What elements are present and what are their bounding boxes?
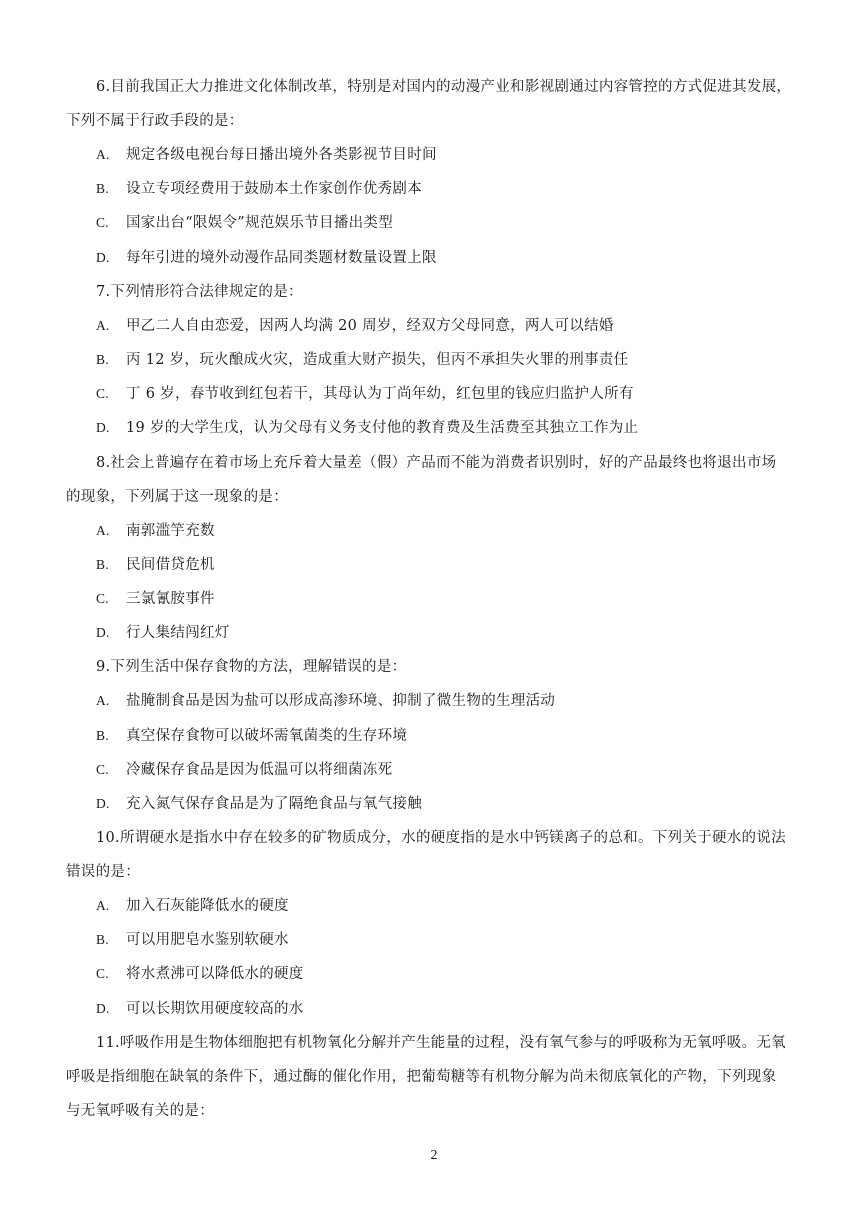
question-stem-line	[66, 480, 818, 514]
question-stem-text: 6.目前我国正大力推进文化体制改革，特别是对国内的动漫产业和影视剧通过内容管控的方式促进其发展，	[96, 79, 792, 95]
question-stem-text: 错误的是：	[66, 864, 140, 880]
answer-option	[66, 206, 818, 240]
option-letter: C.	[96, 761, 109, 777]
page-number: 2	[430, 1148, 438, 1163]
answer-option	[66, 582, 818, 616]
answer-option	[66, 684, 818, 718]
option-letter: C.	[96, 966, 109, 982]
option-letter: A.	[96, 147, 110, 163]
answer-option	[66, 992, 818, 1026]
answer-option	[66, 343, 818, 377]
question-stem-line	[66, 1026, 818, 1060]
question-list	[66, 70, 818, 1128]
option-letter: D.	[96, 249, 110, 265]
answer-option	[66, 514, 818, 548]
option-letter: A.	[96, 317, 110, 333]
option-letter: D.	[96, 795, 110, 811]
question-stem-line	[66, 104, 818, 138]
option-text: 加入石灰能降低水的硬度	[126, 898, 289, 915]
question-stem-line	[66, 275, 818, 309]
option-text: 三氯氰胺事件	[126, 590, 215, 607]
option-text: 19 岁的大学生戊，认为父母有义务支付他的教育费及生活费至其独立工作为止	[126, 420, 639, 437]
question-stem-text: 呼吸是指细胞在缺氧的条件下，通过酶的催化作用，把葡萄糖等有机物分解为尚未彻底氧化的产物，下列现象	[66, 1068, 777, 1085]
question-stem-text: 与无氧呼吸有关的是：	[66, 1102, 214, 1119]
question-block	[66, 275, 818, 446]
question-stem-line	[66, 70, 818, 104]
option-text: 将水煮沸可以降低水的硬度	[126, 966, 304, 983]
question-stem-text: 10.所谓硬水是指水中存在较多的矿物质成分，水的硬度指的是水中钙镁离子的总和。下列关于硬水的说法	[96, 830, 786, 846]
answer-option	[66, 309, 818, 343]
answer-option	[66, 548, 818, 582]
option-letter: D.	[96, 420, 110, 436]
question-block	[66, 446, 818, 651]
option-text: 每年引进的境外动漫作品同类题材数量设置上限	[126, 249, 437, 266]
option-letter: B.	[96, 352, 109, 368]
answer-option	[66, 889, 818, 923]
question-stem-line	[66, 855, 818, 889]
answer-option	[66, 718, 818, 752]
option-text: 冷藏保存食品是因为低温可以将细菌冻死	[126, 761, 393, 778]
option-text: 设立专项经费用于鼓励本土作家创作优秀剧本	[126, 181, 422, 198]
question-stem-line	[66, 1094, 818, 1128]
question-stem-text: 的现象，下列属于这一现象的是：	[66, 488, 288, 505]
answer-option	[66, 172, 818, 206]
option-text: 盐腌制食品是因为盐可以形成高渗环境、抑制了微生物的生理活动	[126, 693, 556, 710]
answer-option	[66, 957, 818, 991]
option-text: 规定各级电视台每日播出境外各类影视节目时间	[126, 147, 437, 164]
option-text: 丙 12 岁，玩火酿成火灾，造成重大财产损失，但丙不承担失火罪的刑事责任	[126, 352, 629, 369]
option-text: 可以长期饮用硬度较高的水	[126, 1000, 304, 1017]
option-letter: C.	[96, 386, 109, 402]
option-letter: D.	[96, 625, 110, 641]
answer-option	[66, 753, 818, 787]
answer-option	[66, 787, 818, 821]
question-stem-text: 9.下列生活中保存食物的方法，理解错误的是：	[96, 659, 407, 676]
answer-option	[66, 241, 818, 275]
question-stem-line	[66, 446, 818, 480]
option-letter: B.	[96, 727, 109, 743]
question-stem-text: 下列不属于行政手段的是：	[66, 113, 244, 129]
option-text: 可以用肥皂水鉴别软硬水	[126, 932, 289, 949]
option-text: 行人集结闯红灯	[126, 625, 230, 642]
option-letter: A.	[96, 693, 110, 709]
question-block	[66, 650, 818, 821]
answer-option	[66, 138, 818, 172]
option-letter: A.	[96, 522, 110, 538]
question-stem-text: 8.社会上普遍存在着市场上充斥着大量差（假）产品而不能为消费者识别时，好的产品最终也将退出市场	[96, 454, 777, 471]
option-letter: D.	[96, 1000, 110, 1016]
option-letter: C.	[96, 590, 109, 606]
option-text: 南郭滥竽充数	[126, 522, 215, 539]
question-block	[66, 70, 818, 275]
answer-option	[66, 377, 818, 411]
option-text: 真空保存食物可以破坏需氧菌类的生存环境	[126, 727, 408, 744]
option-text: 甲乙二人自由恋爱，因两人均满 20 周岁，经双方父母同意，两人可以结婚	[126, 317, 614, 334]
option-text: 国家出台“限娱令”规范娱乐节目播出类型	[126, 215, 394, 232]
option-letter: A.	[96, 898, 110, 914]
question-stem-line	[66, 1060, 818, 1094]
option-letter: B.	[96, 556, 109, 572]
option-letter: C.	[96, 215, 109, 231]
answer-option	[66, 616, 818, 650]
option-text: 民间借贷危机	[126, 556, 215, 573]
answer-option	[66, 923, 818, 957]
answer-option	[66, 411, 818, 445]
question-block	[66, 821, 818, 1026]
option-letter: B.	[96, 932, 109, 948]
question-stem-text: 7.下列情形符合法律规定的是：	[96, 283, 303, 300]
option-text: 充入氮气保存食品是为了隔绝食品与氧气接触	[126, 795, 422, 812]
question-stem-line	[66, 650, 818, 684]
option-letter: B.	[96, 181, 109, 197]
question-stem-line	[66, 821, 818, 855]
question-stem-text: 11.呼吸作用是生物体细胞把有机物氧化分解并产生能量的过程，没有氧气参与的呼吸称为无氧呼吸。无氧	[96, 1034, 786, 1051]
option-text: 丁 6 岁，春节收到红包若干，其母认为丁尚年幼，红包里的钱应归监护人所有	[126, 386, 634, 403]
question-block	[66, 1026, 818, 1128]
